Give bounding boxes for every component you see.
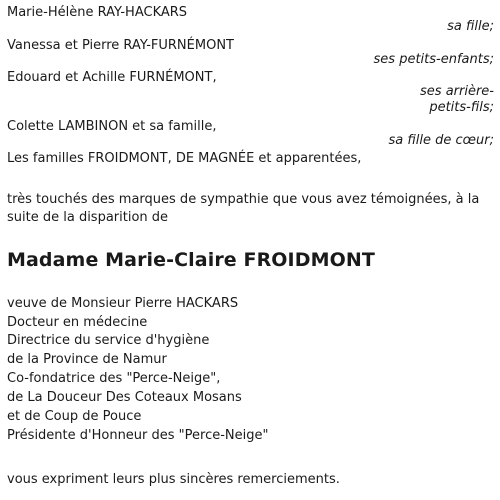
- title-line: de La Douceur Des Coteaux Mosans: [7, 390, 242, 405]
- title-line: veuve de Monsieur Pierre HACKARS: [7, 296, 239, 311]
- family-relation: sa fille;: [447, 19, 494, 34]
- intro-line: suite de la disparition de: [7, 210, 169, 225]
- family-relation: petits-fils;: [429, 100, 494, 115]
- title-line: de la Province de Namur: [7, 352, 167, 367]
- family-member-name: Edouard et Achille FURNÉMONT,: [7, 70, 217, 85]
- family-relation: ses arrière-: [420, 84, 494, 99]
- title-line: Co-fondatrice des "Perce-Neige",: [7, 371, 221, 386]
- title-line: Présidente d'Honneur des "Perce-Neige": [7, 428, 269, 443]
- family-relation: sa fille de cœur;: [388, 133, 494, 148]
- title-line: Docteur en médecine: [7, 315, 148, 330]
- closing-line: vous expriment leurs plus sincères remerciements.: [7, 472, 340, 487]
- title-line: et de Coup de Pouce: [7, 409, 142, 424]
- family-relation: ses petits-enfants;: [373, 52, 494, 67]
- deceased-name: Madame Marie-Claire FROIDMONT: [7, 249, 375, 271]
- family-member-name: Vanessa et Pierre RAY-FURNÉMONT: [7, 38, 234, 53]
- intro-line: très touchés des marques de sympathie que vous avez témoignées, à la: [7, 192, 480, 207]
- family-member-name: Les familles FROIDMONT, DE MAGNÉE et apparentées,: [7, 151, 362, 166]
- family-member-name: Colette LAMBINON et sa famille,: [7, 119, 217, 134]
- title-line: Directrice du service d'hygiène: [7, 333, 210, 348]
- family-member-name: Marie-Hélène RAY-HACKARS: [7, 5, 188, 20]
